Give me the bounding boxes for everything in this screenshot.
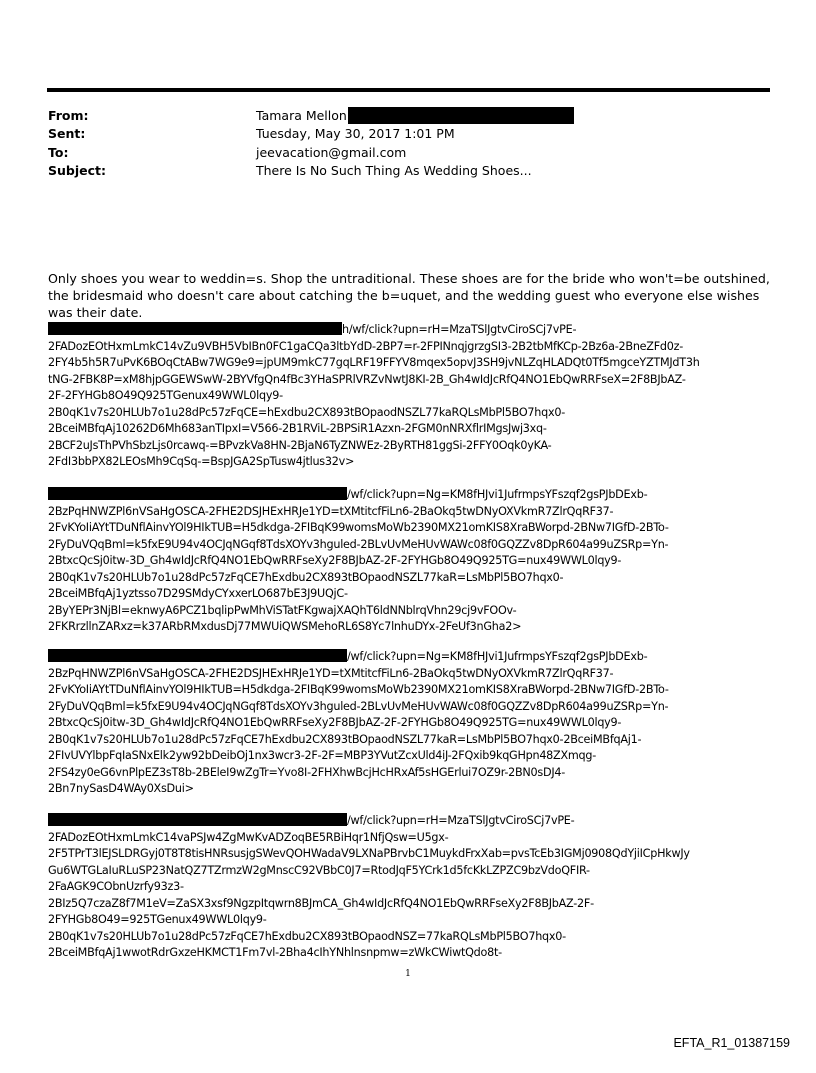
to-label: To:	[48, 145, 69, 160]
link-text-line: 2BceiMBfqAj1yztsso7D29SMdyCYxxerLO687bE3J9UQjC-	[48, 587, 348, 600]
link-text-line: 2BceiMBfqAj10262D6Mh683anTIpxI=V566-2B1RViL-2BPSiR1Azxn-2FGM0nNRXflrIMgsJwj3xq-	[48, 422, 547, 435]
link-text-line: 2FdI3bbPX82LEOsMh9CqSq-=BspJGA2SpTusw4jtlus32v>	[48, 455, 355, 468]
link-text-line: 2FvKYoIiAYtTDuNflAinvYOl9HIkTUB=H5dkdga-2FIBqK99womsMoWb2390MX21omKIS8XraBWorpd-2BNw7IGfD-2BTo-	[48, 683, 669, 696]
link-text-line: 2BtxcQcSj0itw-3D_Gh4wIdJcRfQ4NO1EbQwRRFseXy2F8BJbAZ-2F-2FYHGb8O49Q925TG=nux49WWL0lqy9-	[48, 716, 622, 729]
sent-value: Tuesday, May 30, 2017 1:01 PM	[256, 126, 455, 141]
link-text-line: Gu6WTGLaIuRLuSP23NatQZ7TZrmzW2gMnscC92VBbC0J7=RtodJqF5YCrk1d5fcKkLZPZC9bzVdoQFIR-	[48, 863, 590, 877]
link-text-line: 2BzPqHNWZPl6nVSaHgOSCA-2FHE2DSJHExHRJe1YD=tXMtitcfFiLn6-2BaOkq5twDNyOXVkmR7ZlrQqRF37-	[48, 504, 614, 518]
link-text-line: 2FyDuVQqBml=k5fxE9U94v4OCJqNGqf8TdsXOYv3hguled-2BLvUvMeHUvWAWc08f0GQZZv8DpR604a99uZSRp=Yn-	[48, 537, 669, 551]
redaction-bar	[48, 487, 347, 500]
body-paragraph: Only shoes you wear to weddin=s. Shop the untraditional. These shoes are for the bride who won't=be outshined, the bridesmaid who doesn't care about catching the b=uquet, and the wedding guest who everyone else wishes was their date.	[48, 271, 770, 320]
link-text-line: 2BzPqHNWZPl6nVSaHgOSCA-2FHE2DSJHExHRJe1YD=tXMtitcfFiLn6-2BaOkq5twDNyOXVkmR7ZlrQqRF37-	[48, 666, 614, 680]
link-text-line: 2B0qK1v7s20HLUb7o1u28dPc57zFqCE7hExdbu2CX893tBOpaodNSZL77kaR=LsMbPl5BO7hqx0-2BceiMBfqAj1-	[48, 732, 642, 746]
link-text-line: 2Bn7nySasD4WAy0XsDui>	[48, 782, 194, 795]
link-text-line: /wf/click?upn=rH=MzaTSlJgtvCiroSCj7vPE-	[347, 814, 575, 827]
redaction-bar	[48, 322, 342, 335]
link-text-line: 2FyDuVQqBml=k5fxE9U94v4OCJqNGqf8TdsXOYv3hguled-2BLvUvMeHUvWAWc08f0GQZZv8DpR604a99uZSRp=Yn-	[48, 699, 669, 713]
link-text-line: 2FvKYoIiAYtTDuNflAinvYOl9HIkTUB=H5dkdga-2FIBqK99womsMoWb2390MX21omKIS8XraBWorpd-2BNw7IGfD-2BTo-	[48, 521, 669, 534]
link-text-line: tNG-2FBK8P=xM8hjpGGEWSwW-2BYVfgQn4fBc3YHaSPRlVRZvNwtJ8KI-2B_Gh4wIdJcRfQ4NO1EbQwRRFseX=2F8BJbAZ-	[48, 372, 686, 386]
redaction-bar	[48, 813, 347, 826]
redaction-bar	[348, 107, 574, 124]
document-id: EFTA_R1_01387159	[673, 1036, 790, 1050]
link-text-line: 2B0qK1v7s20HLUb7o1u28dPc57zFqCE7hExdbu2CX893tBOpaodNSZL77kaR=LsMbPl5BO7hqx0-	[48, 570, 564, 584]
link-text-line: 2F5TPrT3lEJSLDRGyj0T8T8tisHNRsusjgSWevQOHWadaV9LXNaPBrvbC1MuykdFrxXab=pvsTcEb3IGMj0908QdYjiICpHkwJy	[48, 847, 690, 860]
link-text-line: 2FIvUVYlbpFqIaSNxElk2yw92bDeibOj1nx3wcr3-2F-2F=MBP3YVutZcxUld4iJ-2FQxib9kqGHpn48ZXmqg-	[48, 749, 597, 762]
link-text-line: 2FS4zy0eG6vnPlpEZ3sT8b-2BEleI9wZgTr=Yvo8I-2FHXhwBcjHcHRxAf5sHGErlui7OZ9r-2BN0sDJ4-	[48, 765, 566, 779]
header-rule	[47, 88, 770, 92]
subject-label: Subject:	[48, 163, 106, 178]
page-number: 1	[405, 969, 411, 979]
link-text-line: 2B0qK1v7s20HLUb7o1u28dPc57zFqCE=hExdbu2CX893tBOpaodNSZL77kaRQLsMbPl5BO7hqx0-	[48, 405, 566, 419]
link-block-4	[48, 813, 788, 962]
link-text-line: 2BceiMBfqAj1wwotRdrGxzeHKMCT1Fm7vl-2Bha4cIhYNhlnsnpmw=zWkCWiwtQdo8t-	[48, 946, 502, 959]
link-block-3	[48, 649, 788, 798]
link-block-1	[48, 322, 788, 471]
to-value: jeevacation@gmail.com	[256, 145, 407, 160]
link-text-line: h/wf/click?upn=rH=MzaTSlJgtvCiroSCj7vPE-	[342, 323, 577, 336]
from-value: Tamara Mellon	[256, 108, 347, 123]
from-label: From:	[48, 108, 89, 123]
link-text-line: 2FYHGb8O49=925TGenux49WWL0lqy9-	[48, 913, 267, 926]
link-text-line: 2FaAGK9CObnUzrfy93z3-	[48, 880, 184, 893]
link-text-line: /wf/click?upn=Ng=KM8fHJvi1JufrmpsYFszqf2gsPJbDExb-	[347, 488, 648, 501]
link-text-line: 2ByYEPr3NjBl=eknwyA6PCZ1bqlipPwMhViSTatFKgwajXAQhT6ldNNblrqVhn29cj9vFOOv-	[48, 603, 517, 617]
link-text-line: 2FADozEOtHxmLmkC14vaPSJw4ZgMwKvADZoqBE5RBiHqr1NfjQsw=U5gx-	[48, 830, 449, 844]
subject-value: There Is No Such Thing As Wedding Shoes...	[256, 163, 532, 178]
link-text-line: 2FKRrzllnZARxz=k37ARbRMxdusDj77MWUiQWSMehoRL6S8Yc7lnhuDYx-2FeUf3nGha2>	[48, 620, 522, 633]
link-text-line: /wf/click?upn=Ng=KM8fHJvi1JufrmpsYFszqf2gsPJbDExb-	[347, 650, 648, 663]
redaction-bar	[48, 649, 347, 662]
sent-label: Sent:	[48, 126, 86, 141]
link-text-line: 2BIz5Q7czaZ8f7M1eV=ZaSX3xsf9NgzpItqwrn8BJmCA_Gh4wIdJcRfQ4NO1EbQwRRFseXy2F8BJbAZ-2F-	[48, 896, 594, 910]
link-text-line: 2BtxcQcSj0itw-3D_Gh4wIdJcRfQ4NO1EbQwRRFseXy2F8BJbAZ-2F-2FYHGb8O49Q925TG=nux49WWL0lqy9-	[48, 554, 622, 567]
link-text-line: 2FY4b5h5R7uPvK6BOqCtABw7WG9e9=jpUM9mkC77gqLRF19FFYV8mqex5opvJ3SH9jvNLZqHLADQt0Tf5mgceYZTMJdT3h	[48, 356, 700, 369]
link-block-2	[48, 487, 788, 636]
link-text-line: 2F-2FYHGb8O49Q925TGenux49WWL0lqy9-	[48, 389, 283, 402]
link-text-line: 2FADozEOtHxmLmkC14vZu9VBH5VbIBn0FC1gaCQa3ltbYdD-2BP7=r-2FPINnqjgrzgSI3-2B2tbMfKCp-2Bz6a-2BneZFd0z-	[48, 339, 684, 353]
link-text-line: 2BCF2uJsThPVhSbzLjs0rcawq-=BPvzkVa8HN-2BjaN6TyZNWEz-2ByRTH81ggSi-2FFY0Oqk0yKA-	[48, 438, 552, 452]
link-text-line: 2B0qK1v7s20HLUb7o1u28dPc57zFqCE7hExdbu2CX893tBOpaodNSZ=77kaRQLsMbPl5BO7hqx0-	[48, 929, 566, 943]
